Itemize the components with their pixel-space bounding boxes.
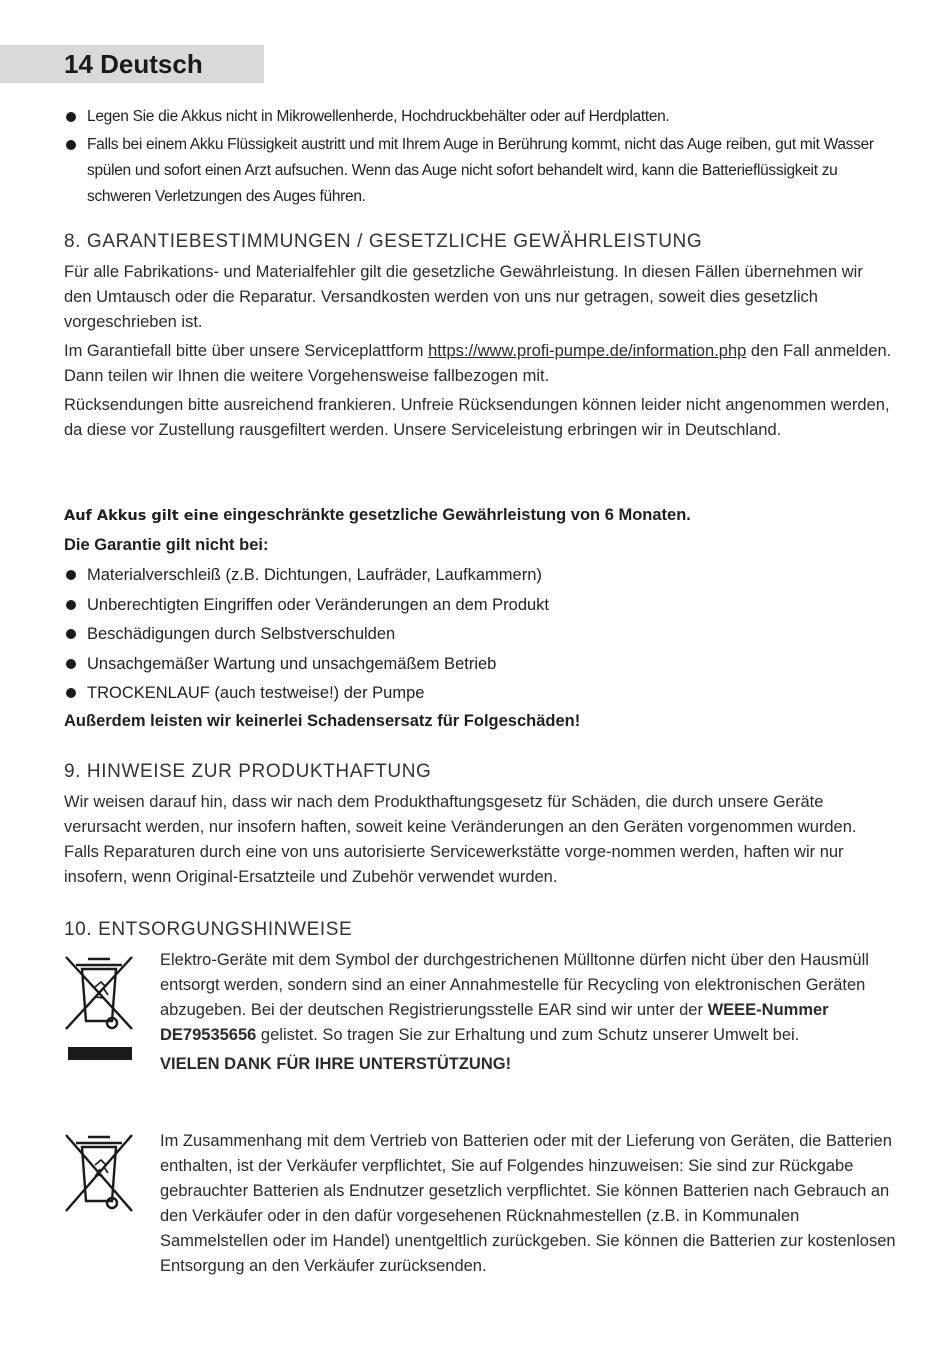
bullet-icon	[66, 629, 76, 639]
thanks-note: VIELEN DANK FÜR IHRE UNTERSTÜTZUNG!	[160, 1055, 512, 1073]
service-platform-link[interactable]: https://www.profi-pumpe.de/information.php	[428, 342, 747, 360]
section-8-body	[64, 260, 894, 447]
safety-bullet-list	[64, 104, 894, 212]
service-platform-paragraph: Im Garantiefall bitte über unsere Serviceplattform https://www.profi-pumpe.de/information.php den Fall anmelden. Dann teilen wir Ihnen die weitere Vorgehensweise fallbezogen mit.	[64, 342, 892, 385]
section-9-body: Wir weisen darauf hin, dass wir nach dem Produkthaftungsgesetz für Schäden, die durch unsere Geräte verursacht werden, nur insofern haften, soweit keine Veränderungen an den Geräten vorgenommen wurden. Falls Reparaturen durch eine von uns autorisierte Servicewerkstätte vorge-nommen werden, haften wir nur insofern, wenn Original-Ersatzteile und Zubehör verwendet wurden.	[64, 793, 857, 886]
page-title: 14 Deutsch	[64, 49, 203, 79]
section-9-heading: 9. HINWEISE ZUR PRODUKTHAFTUNG	[64, 761, 432, 782]
returns-paragraph: Rücksendungen bitte ausreichend frankieren. Unfreie Rücksendungen können leider nicht angenommen werden, da diese vor Zustellung rausgefiltert werden. Unsere Serviceleistung erbringen wir in Deutschland.	[64, 396, 890, 439]
list-item: Legen Sie die Akkus nicht in Mikrowellenherde, Hochdruckbehälter oder auf Herdplatten.	[64, 104, 894, 130]
battery-warranty-note: Auf Akkus gilt eine eingeschränkte gesetzliche Gewährleistung von 6 Monaten.	[64, 506, 691, 524]
exclusions-heading: Die Garantie gilt nicht bei:	[64, 536, 269, 554]
weee-disposal-text: Elektro-Geräte mit dem Symbol der durchgestrichenen Mülltonne dürfen nicht über den Hausmüll entsorgt werden, sondern sind an einer Annahmestelle für Recycling von elektronischen Geräten abzugeben. Bei der deutschen Registrierungsstelle EAR sind wir unter der WEEE-Nummer DE79535656 gelistet. So tragen Sie zur Erhaltung und zum Schutz unserer Umwelt bei. VIELEN DANK FÜR IHRE UNTERSTÜTZUNG!	[160, 948, 900, 1081]
list-item: Materialverschleiß (z.B. Dichtungen, Laufräder, Laufkammern)	[64, 561, 894, 591]
exclusions-list	[64, 561, 894, 709]
list-item: Unsachgemäßer Wartung und unsachgemäßem Betrieb	[64, 650, 894, 680]
list-item: TROCKENLAUF (auch testweise!) der Pumpe	[64, 679, 894, 709]
list-item: Unberechtigten Eingriffen oder Veränderungen an dem Produkt	[64, 591, 894, 621]
battery-disposal-text: Im Zusammenhang mit dem Vertrieb von Batterien oder mit der Lieferung von Geräten, die Batterien enthalten, ist der Verkäufer verpflichtet, Sie auf Folgendes hinzuweisen: Sie sind zur Rückgabe gebrauchter Batterien als Endnutzer gesetzlich verpflichtet. Sie können Batterien nach Gebrauch an den Verkäufer oder in den dafür vorgesehenen Rücknahmestellen (z.B. in Kommunalen Sammelstellen oder im Handel) unentgeltlich zurückgeben. Sie können die Batterien zur kostenlosen Entsorgung an den Verkäufer zurücksenden.	[160, 1132, 896, 1275]
no-damages-note: Außerdem leisten wir keinerlei Schadensersatz für Folgeschäden!	[64, 712, 581, 730]
bullet-icon	[66, 688, 76, 698]
list-item: Falls bei einem Akku Flüssigkeit austritt und mit Ihrem Auge in Berührung kommt, nicht das Auge reiben, gut mit Wasser spülen und sofort einen Arzt aufsuchen. Wenn das Auge nicht sofort behandelt wird, kann die Batterieflüssigkeit zu schweren Verletzungen des Auges führen.	[64, 132, 894, 210]
bullet-icon	[66, 600, 76, 610]
crossed-out-wheelie-bin-icon	[62, 953, 136, 1070]
bullet-icon	[66, 140, 76, 150]
bullet-icon	[66, 570, 76, 580]
list-item: Beschädigungen durch Selbstverschulden	[64, 620, 894, 650]
warranty-paragraph: Für alle Fabrikations- und Materialfehler gilt die gesetzliche Gewährleistung. In diesen Fällen übernehmen wir den Umtausch oder die Reparatur. Versandkosten werden von uns nur getragen, soweit dies gesetzlich vorgeschrieben ist.	[64, 263, 863, 331]
section-10-heading: 10. ENTSORGUNGSHINWEISE	[64, 919, 353, 940]
weee-number: WEEE-Nummer DE79535656	[160, 1001, 829, 1044]
bullet-icon	[66, 112, 76, 122]
section-8-heading: 8. GARANTIEBESTIMMUNGEN / GESETZLICHE GEWÄHRLEISTUNG	[64, 231, 703, 252]
bullet-icon	[66, 659, 76, 669]
crossed-out-battery-bin-icon	[62, 1133, 136, 1218]
